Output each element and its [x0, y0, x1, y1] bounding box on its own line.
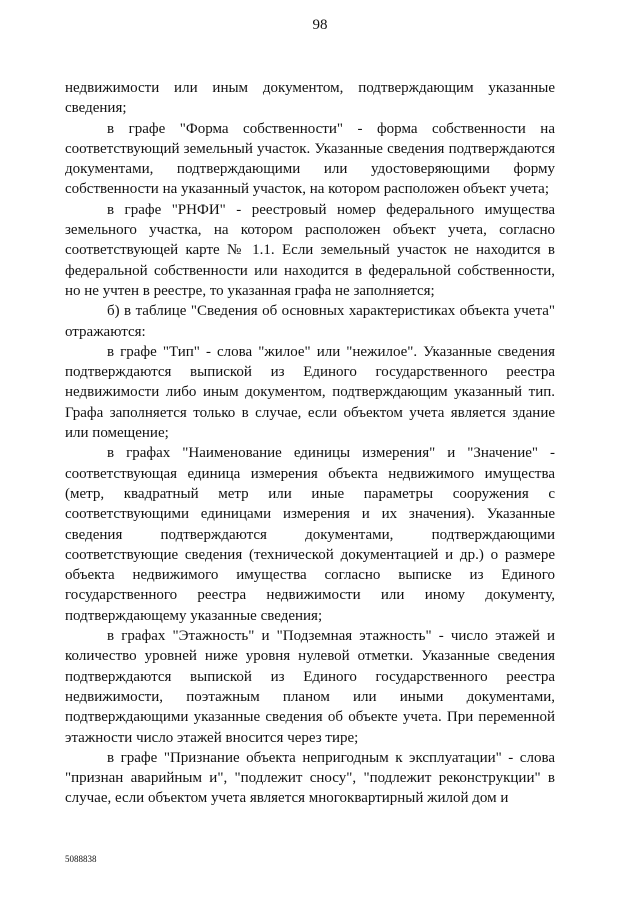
paragraph-measurement-unit: в графах "Наименование единицы измерения" и "Значение" - соответствующая единица измерения объекта недвижимого имущества (метр, квадратный метр или иные параметры сооружения с соответствующими единицами измерения и их значения). Указанные сведения подтверждаются документами, подтверждающими соответствующие сведения (технической документацией и др.) о размере объекта недвижимого имущества согласно выписке из Единого государственного реестра недвижимости или иному документу, подтверждающему указанные сведения; [65, 445, 555, 624]
document-code: 5088838 [65, 854, 97, 864]
paragraph-ownership-form: в графе "Форма собственности" - форма собственности на соответствующий земельный участок. Указанные сведения подтверждаются документами, подтверждающими или удостоверяющими форму собственности на указанный участок, на котором расположен объект учета; [65, 120, 555, 198]
document-body [65, 78, 555, 809]
paragraph-floors: в графах "Этажность" и "Подземная этажность" - число этажей и количество уровней ниже уровня нулевой отметки. Указанные сведения подтверждаются выпиской из Единого государственного реестра недвижимости, поэтажным планом или иными документами, подтверждающими указанные сведения об объекте учета. При переменной этажности число этажей вносится через тире; [65, 628, 555, 746]
paragraph-rnfi: в графе "РНФИ" - реестровый номер федерального имущества земельного участка, на котором расположен объект учета, согласно соответствующей карте № 1.1. Если земельный участок не находится в федеральной собственности или находится в федеральной собственности, но не учтен в реестре, то указанная графа не заполняется; [65, 201, 555, 299]
paragraph-unfit-recognition: в графе "Признание объекта непригодным к эксплуатации" - слова "признан аварийным и", "подлежит сносу", "подлежит реконструкции" в случае, если объектом учета является многоквартирный жилой дом и [65, 749, 555, 807]
paragraph-type: в графе "Тип" - слова "жилое" или "нежилое". Указанные сведения подтверждаются выпиской из Единого государственного реестра недвижимости либо иным документом, подтверждающим указанный тип. Графа заполняется только в случае, если объектом учета является здание или помещение; [65, 343, 555, 442]
paragraph-continuation: недвижимости или иным документом, подтверждающим указанные сведения; [65, 80, 555, 117]
paragraph-table-b: б) в таблице "Сведения об основных характеристиках объекта учета" отражаются: [65, 303, 555, 340]
page-number: 98 [312, 17, 328, 33]
